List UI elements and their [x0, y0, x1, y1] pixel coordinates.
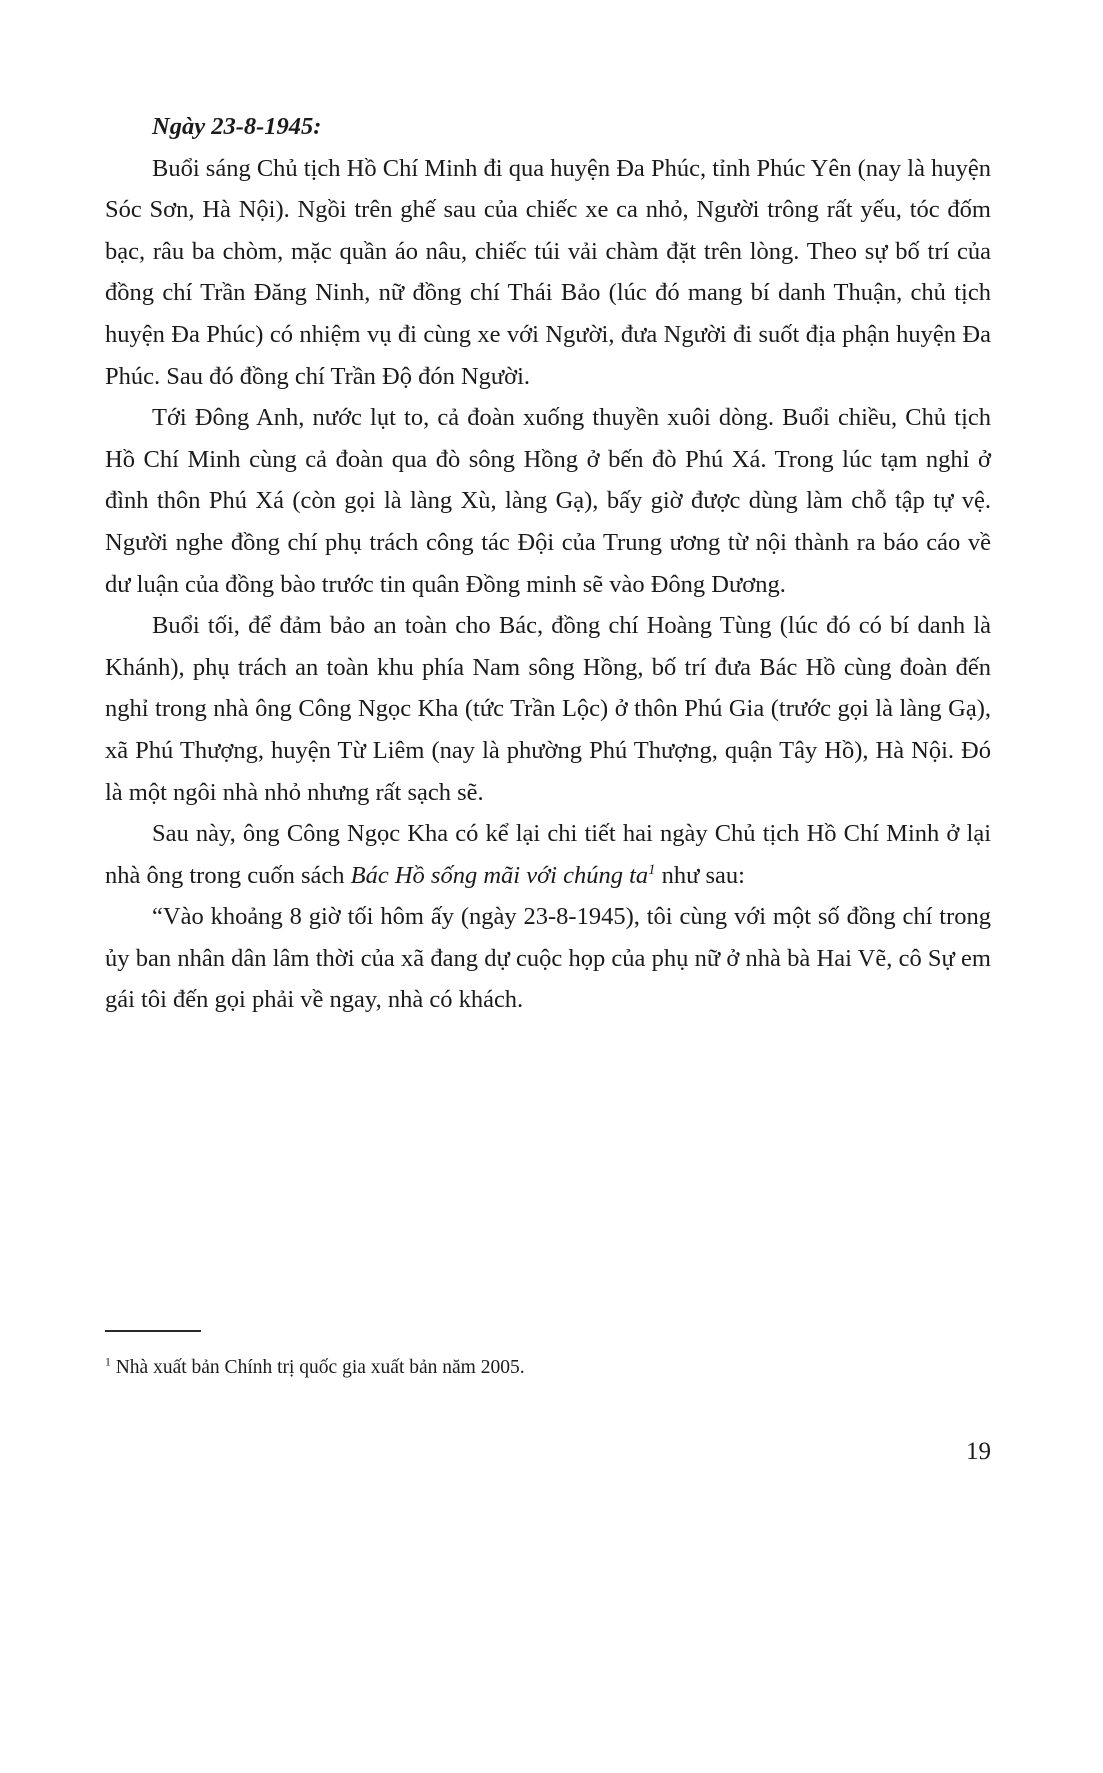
paragraph: [105, 605, 991, 813]
footnote-text: Nhà xuất bản Chính trị quốc gia xuất bản năm 2005.: [110, 1357, 525, 1378]
footnote: [105, 1354, 991, 1382]
paragraph: [105, 813, 991, 896]
footnote-area: [105, 1330, 991, 1382]
date-heading: Ngày 23-8-1945:: [152, 113, 322, 140]
footnote-marker: 1: [105, 1355, 111, 1369]
text-run: Tới Đông Anh, nước lụt to, cả đoàn xuống thuyền xuôi dòng. Buổi chiều, Chủ tịch Hồ Chí Minh cùng cả đoàn qua đò sông Hồng ở bến đò Phú Xá. Trong lúc tạm nghỉ ở đình thôn Phú Xá (còn gọi là làng Xù, làng Gạ), bấy giờ được dùng làm chỗ tập tự vệ. Người nghe đồng chí phụ trách công tác Đội của Trung ương từ nội thành ra báo cáo về dư luận của đồng bào trước tin quân Đồng minh sẽ vào Đông Dương.: [105, 404, 991, 598]
text-run: Buổi sáng Chủ tịch Hồ Chí Minh đi qua huyện Đa Phúc, tỉnh Phúc Yên (nay là huyện Sóc Sơn, Hà Nội). Ngồi trên ghế sau của chiếc xe ca nhỏ, Người trông rất yếu, tóc đốm bạc, râu ba chòm, mặc quần áo nâu, chiếc túi vải chàm đặt trên lòng. Theo sự bố trí của đồng chí Trần Đăng Ninh, nữ đồng chí Thái Bảo (lúc đó mang bí danh Thuận, chủ tịch huyện Đa Phúc) có nhiệm vụ đi cùng xe với Người, đưa Người đi suốt địa phận huyện Đa Phúc. Sau đó đồng chí Trần Độ đón Người.: [105, 154, 991, 390]
paragraph: [105, 397, 991, 605]
paragraph: [105, 148, 991, 398]
text-run: Sau này, ông Công Ngọc Kha có kể lại chi tiết hai ngày Chủ tịch Hồ Chí Minh ở lại nhà ông trong cuốn sách: [105, 820, 991, 889]
footnote-divider: [105, 1330, 201, 1332]
page-number: 19: [966, 1438, 991, 1465]
text-run: “Vào khoảng 8 giờ tối hôm ấy (ngày 23-8-1945), tôi cùng với một số đồng chí trong ủy ban nhân dân lâm thời của xã đang dự cuộc họp của phụ nữ ở nhà bà Hai Vẽ, cô Sự em gái tôi đến gọi phải về ngay, nhà có khách.: [105, 903, 991, 1014]
paragraphs: [105, 148, 991, 1021]
text-block: [105, 106, 991, 1021]
paragraph: [105, 896, 991, 1021]
text-run: Bác Hồ sống mãi với chúng ta: [350, 861, 649, 889]
text-run: Buổi tối, để đảm bảo an toàn cho Bác, đồng chí Hoàng Tùng (lúc đó có bí danh là Khánh), phụ trách an toàn khu phía Nam sông Hồng, bố trí đưa Bác Hồ cùng đoàn đến nghỉ trong nhà ông Công Ngọc Kha (tức Trần Lộc) ở thôn Phú Gia (trước gọi là làng Gạ), xã Phú Thượng, huyện Từ Liêm (nay là phường Phú Thượng, quận Tây Hồ), Hà Nội. Đó là một ngôi nhà nhỏ nhưng rất sạch sẽ.: [105, 612, 991, 806]
text-run: như sau:: [655, 861, 745, 889]
text-run: 1: [648, 861, 656, 878]
